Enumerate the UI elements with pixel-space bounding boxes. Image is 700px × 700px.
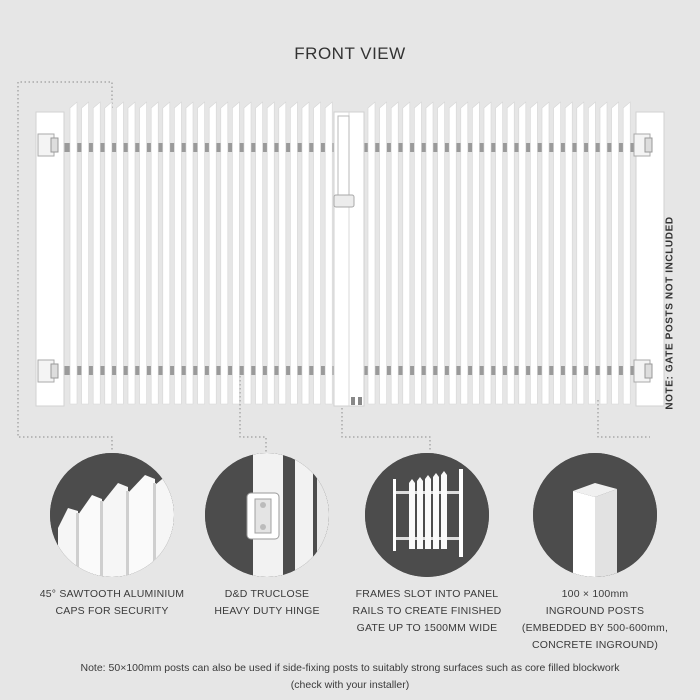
picket — [403, 102, 410, 404]
caption-sawtooth: 45° SAWTOOTH ALUMINIUM CAPS FOR SECURITY — [39, 588, 185, 617]
gate-posts-note: NOTE: GATE POSTS NOT INCLUDED — [664, 216, 676, 410]
picket — [82, 102, 89, 404]
picket — [600, 102, 607, 404]
hinge-top-right — [634, 134, 652, 156]
picket — [151, 102, 158, 404]
frame-slot-detail — [365, 453, 489, 577]
picket — [577, 102, 584, 404]
picket — [267, 102, 274, 404]
caption-frame: FRAMES SLOT INTO PANEL RAILS TO CREATE FINISHED GATE UP TO 1500MM WIDE — [352, 588, 502, 634]
latch-pin-2 — [358, 397, 362, 405]
caption-posts: 100 × 100mm INGROUND POSTS (EMBEDDED BY 500-600mm, CONCRETE INGROUND) — [521, 588, 669, 651]
latch-bolt — [338, 116, 349, 196]
picket — [232, 102, 239, 404]
picket — [565, 102, 572, 404]
hinge-bottom-right — [634, 360, 652, 382]
picket — [496, 102, 503, 404]
picket — [472, 102, 479, 404]
picket — [554, 102, 561, 404]
picket — [449, 102, 456, 404]
picket — [302, 102, 309, 404]
inground-post-detail — [533, 453, 657, 577]
picket — [438, 102, 445, 404]
picket — [426, 102, 433, 404]
picket — [279, 102, 286, 404]
picket — [128, 102, 135, 404]
picket — [368, 102, 375, 404]
picket — [414, 102, 421, 404]
latch-catch — [334, 195, 354, 207]
sawtooth-caps-detail — [50, 453, 174, 577]
picket — [70, 102, 77, 404]
hinge-detail — [205, 453, 329, 577]
picket — [163, 102, 170, 404]
leader-frame — [342, 404, 430, 452]
picket — [325, 102, 332, 404]
picket — [140, 102, 147, 404]
picket — [530, 102, 537, 404]
picket — [93, 102, 100, 404]
picket — [623, 102, 630, 404]
left-leaf-pickets — [70, 102, 332, 404]
picket — [391, 102, 398, 404]
picket — [612, 102, 619, 404]
caption-hinge: D&D TRUCLOSE HEAVY DUTY HINGE — [214, 588, 320, 617]
picket — [588, 102, 595, 404]
picket — [314, 102, 321, 404]
footer-note: Note: 50×100mm posts can also be used if side-fixing posts to suitably strong surfaces such as core filled blockwork (check with your installer) — [80, 662, 620, 691]
picket — [290, 102, 297, 404]
picket — [519, 102, 526, 404]
picket — [105, 102, 112, 404]
right-leaf-pickets — [368, 102, 630, 404]
picket — [507, 102, 514, 404]
picket — [244, 102, 251, 404]
picket — [542, 102, 549, 404]
picket — [256, 102, 263, 404]
picket — [198, 102, 205, 404]
latch-pin-1 — [351, 397, 355, 405]
picket — [380, 102, 387, 404]
picket — [484, 102, 491, 404]
diagram-title: FRONT VIEW — [294, 44, 406, 63]
picket — [221, 102, 228, 404]
picket — [174, 102, 181, 404]
picket — [116, 102, 123, 404]
picket — [461, 102, 468, 404]
picket — [209, 102, 216, 404]
picket — [186, 102, 193, 404]
